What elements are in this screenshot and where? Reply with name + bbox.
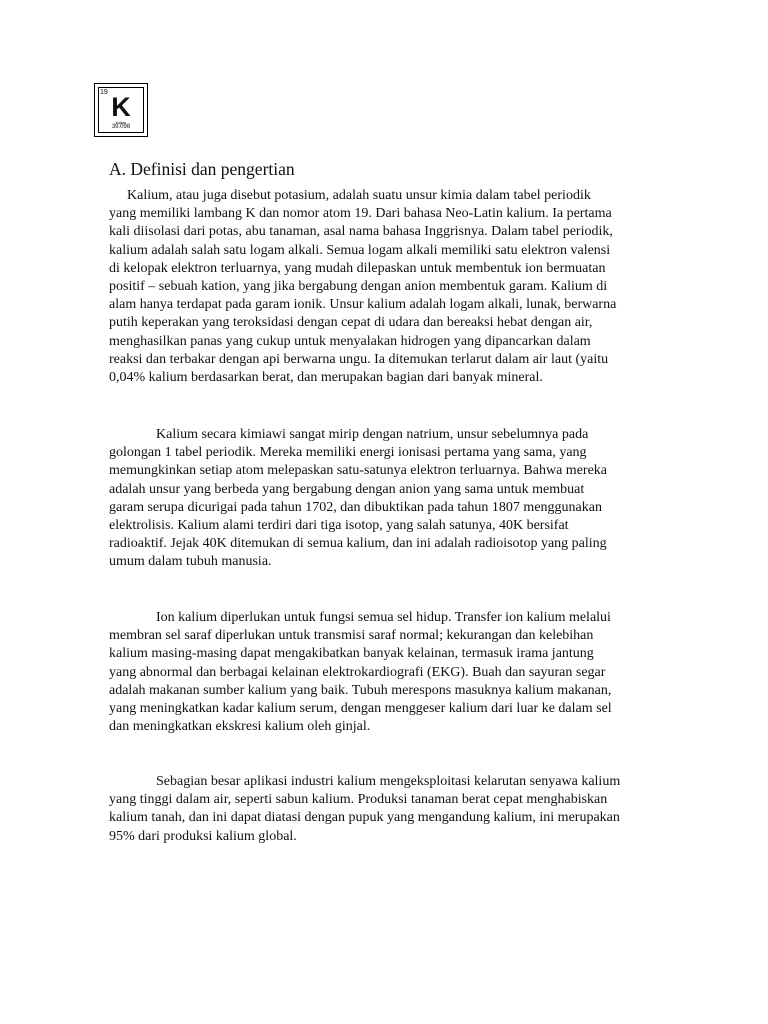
paragraph-line: Kalium, atau juga disebut potasium, adalah suatu unsur kimia dalam tabel periodik <box>127 188 591 203</box>
paragraph-line: kalium adalah salah satu logam alkali. Semua logam alkali memiliki satu elektron valensi <box>109 242 611 258</box>
paragraph-line: kalium masing-masing dapat mengakibatkan banyak kelainan, termasuk irama jantung <box>109 646 594 662</box>
paragraph-line: kali diisolasi dari potas, abu tanaman, asal nama bahasa Inggrisnya. Dalam tabel periodik, <box>109 224 613 240</box>
paragraph-1 <box>109 187 679 387</box>
paragraph-line: umum dalam tubuh manusia. <box>109 554 272 570</box>
paragraph-line: adalah unsur yang berbeda yang bergabung dengan anion yang sama untuk membuat <box>109 481 585 497</box>
paragraph-line: elektrolisis. Kalium alami terdiri dari tiga isotop, yang salah satunya, 40K bersifat <box>109 518 569 534</box>
paragraph-line: alam hanya terdapat pada garam ionik. Unsur kalium adalah logam alkali, lunak, berwarna <box>109 297 617 313</box>
element-tile-frame <box>98 87 144 133</box>
atomic-mass: 39.098 <box>111 124 131 130</box>
paragraph-line: dan meningkatkan ekskresi kalium oleh ginjal. <box>109 719 371 735</box>
paragraph-line: radioaktif. Jejak 40K ditemukan di semua kalium, dan ini adalah radioisotop yang paling <box>109 536 607 552</box>
element-name: Kalium <box>115 121 127 125</box>
paragraph-line: adalah makanan sumber kalium yang baik. Tubuh merespons masuknya kalium makanan, <box>109 682 612 698</box>
paragraph-line: yang memiliki lambang K dan nomor atom 19. Dari bahasa Neo-Latin kalium. Ia pertama <box>109 206 612 222</box>
element-symbol: K <box>111 92 131 122</box>
paragraph-line: 0,04% kalium berdasarkan berat, dan merupakan bagian dari banyak mineral. <box>109 370 543 386</box>
paragraph-3 <box>109 609 679 736</box>
paragraph-2 <box>109 426 679 572</box>
paragraph-line: membran sel saraf diperlukan untuk transmisi saraf normal; kekurangan dan kelebihan <box>109 628 594 644</box>
paragraph-line: garam serupa dicurigai pada tahun 1702, dan dibuktikan pada tahun 1807 menggunakan <box>109 499 602 515</box>
paragraph-line: putih keperakan yang teroksidasi dengan cepat di udara dan bereaksi hebat dengan air, <box>109 315 593 331</box>
paragraph-line: positif – sebuah kation, yang jika bergabung dengan anion membentuk garam. Kalium di <box>109 279 608 295</box>
paragraph-line: yang tinggi dalam air, seperti sabun kalium. Produksi tanaman berat cepat menghabiskan <box>109 792 608 808</box>
paragraph-line: Ion kalium diperlukan untuk fungsi semua sel hidup. Transfer ion kalium melalui <box>156 610 611 625</box>
paragraph-4 <box>109 773 679 846</box>
paragraph-line: di kelopak elektron terluarnya, yang mudah dilepaskan untuk membentuk ion bermuatan <box>109 260 606 276</box>
atomic-number: 19 <box>100 89 108 96</box>
paragraph-line: 95% dari produksi kalium global. <box>109 828 297 844</box>
paragraph-line: yang abnormal dan berbagai kelainan elektrokardiografi (EKG). Buah dan sayuran segar <box>109 664 606 680</box>
paragraph-line: kalium tanah, dan ini dapat diatasi dengan pupuk yang mengandung kalium, ini merupakan <box>109 810 620 826</box>
periodic-element-tile <box>94 83 148 137</box>
paragraph-line: golongan 1 tabel periodik. Mereka memiliki energi ionisasi pertama yang sama, yang <box>109 445 587 461</box>
paragraph-line: Sebagian besar aplikasi industri kalium mengeksploitasi kelarutan senyawa kalium <box>156 774 621 789</box>
paragraph-line: menghasilkan panas yang cukup untuk menyalakan hidrogen yang dipancarkan dalam <box>109 333 591 349</box>
paragraph-line: reaksi dan terbakar dengan api berwarna ungu. Ia ditemukan terlarut dalam air laut (yaitu <box>109 351 609 367</box>
paragraph-line: yang meningkatkan kadar kalium serum, dengan menggeser kalium dari luar ke dalam sel <box>109 701 612 717</box>
section-heading: A. Definisi dan pengertian <box>109 159 295 179</box>
paragraph-line: Kalium secara kimiawi sangat mirip dengan natrium, unsur sebelumnya pada <box>156 427 589 442</box>
paragraph-line: memungkinkan setiap atom melepaskan satu-satunya elektron terluarnya. Bahwa mereka <box>109 463 607 479</box>
